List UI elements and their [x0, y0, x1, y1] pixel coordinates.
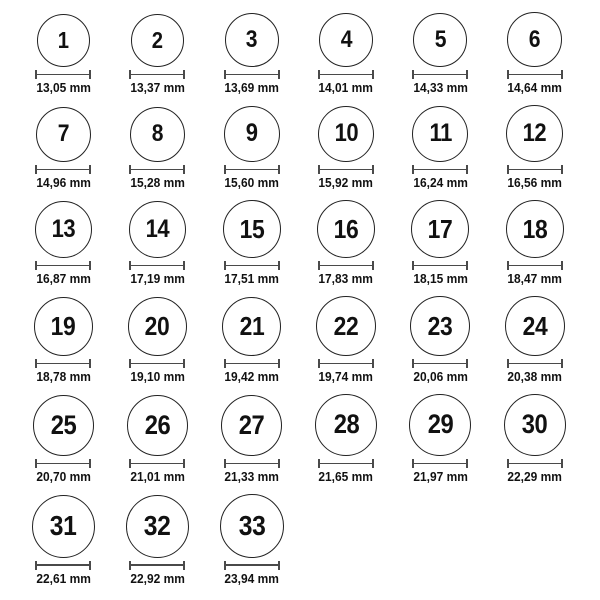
ring-circle	[410, 296, 470, 356]
ring-circle	[35, 201, 92, 258]
ring-size-number: 3	[246, 26, 258, 53]
diameter-dimension-line	[318, 261, 374, 270]
ring-size-item	[487, 105, 581, 191]
diameter-label: 21,01 mm	[130, 468, 185, 484]
ring-size-number: 13	[51, 214, 75, 243]
diameter-dimension-line	[318, 459, 374, 468]
ring-size-item	[16, 297, 110, 385]
ring-size-item	[487, 200, 581, 287]
ring-circle	[316, 296, 376, 356]
diameter-label: 13,69 mm	[224, 80, 280, 95]
ring-size-number: 31	[49, 510, 77, 542]
ring-circle	[317, 200, 375, 258]
ring-circle	[220, 494, 284, 558]
diameter-label: 15,28 mm	[130, 174, 185, 190]
ring-circle	[32, 495, 95, 558]
diameter-dimension-line	[412, 359, 468, 368]
diameter-dimension-line	[129, 70, 185, 79]
ring-size-item	[205, 106, 299, 191]
ring-size-number: 21	[239, 311, 265, 342]
diameter-label: 15,60 mm	[224, 174, 280, 190]
diameter-label: 19,42 mm	[224, 368, 280, 384]
ring-circle	[130, 107, 185, 162]
ring-size-number: 25	[50, 409, 76, 440]
ring-size-item	[393, 296, 487, 385]
diameter-dimension-line	[507, 261, 563, 270]
diameter-dimension-line	[224, 359, 280, 368]
ring-size-item	[299, 13, 393, 96]
ring-size-number: 12	[522, 118, 547, 147]
diameter-dimension-line	[35, 261, 91, 270]
ring-size-number: 4	[340, 26, 352, 53]
diameter-label: 20,70 mm	[35, 468, 91, 484]
diameter-label: 18,47 mm	[507, 270, 562, 286]
ring-size-item	[487, 394, 581, 485]
diameter-dimension-line	[129, 261, 185, 270]
ring-size-item	[110, 14, 204, 96]
diameter-dimension-line	[507, 459, 563, 468]
ring-size-item	[16, 201, 110, 287]
ring-circle	[504, 394, 566, 456]
ring-size-number: 24	[522, 310, 547, 341]
diameter-label: 17,83 mm	[318, 270, 374, 286]
ring-circle	[223, 200, 281, 258]
ring-size-item	[487, 296, 581, 385]
ring-size-number: 33	[238, 509, 266, 541]
diameter-dimension-line	[35, 359, 91, 368]
ring-circle	[506, 200, 564, 258]
ring-circle	[507, 12, 562, 67]
ring-size-item	[16, 107, 110, 191]
ring-size-item	[205, 13, 299, 96]
ring-circle	[412, 106, 468, 162]
diameter-dimension-line	[35, 165, 91, 174]
ring-size-item	[205, 297, 299, 385]
diameter-label: 18,78 mm	[35, 368, 91, 384]
ring-circle	[413, 13, 467, 67]
ring-size-number: 10	[334, 119, 358, 148]
diameter-dimension-line	[412, 70, 468, 79]
ring-size-item	[205, 200, 299, 287]
ring-size-item	[393, 394, 487, 485]
ring-size-item	[110, 297, 204, 385]
ring-size-number: 1	[57, 27, 69, 53]
ring-size-number: 15	[239, 213, 265, 244]
ring-size-number: 23	[428, 310, 453, 341]
ring-size-item	[299, 106, 393, 191]
ring-circle	[224, 106, 280, 162]
ring-circle	[409, 394, 471, 456]
ring-size-item	[110, 201, 204, 287]
diameter-label: 14,33 mm	[413, 80, 468, 95]
diameter-dimension-line	[224, 261, 280, 270]
ring-circle	[318, 106, 374, 162]
ring-size-item	[393, 13, 487, 96]
ring-size-number: 22	[333, 310, 359, 341]
diameter-dimension-line	[224, 165, 280, 174]
ring-size-number: 26	[144, 409, 171, 440]
ring-size-number: 6	[528, 25, 541, 53]
ring-size-item	[16, 14, 110, 96]
ring-circle	[129, 201, 186, 258]
ring-circle	[36, 107, 91, 162]
ring-size-item	[16, 395, 110, 485]
diameter-label: 16,56 mm	[507, 174, 562, 190]
diameter-label: 16,24 mm	[413, 174, 468, 190]
diameter-dimension-line	[129, 561, 185, 570]
ring-size-number: 9	[245, 119, 258, 148]
ring-circle	[37, 14, 90, 67]
diameter-label: 17,51 mm	[224, 270, 280, 286]
ring-size-number: 8	[151, 120, 164, 148]
ring-size-number: 20	[145, 311, 170, 342]
diameter-label: 21,33 mm	[224, 468, 280, 484]
ring-circle	[126, 495, 189, 558]
ring-size-item	[487, 12, 581, 96]
ring-size-number: 32	[144, 510, 171, 542]
ring-size-number: 19	[50, 311, 76, 342]
ring-size-number: 16	[333, 213, 359, 244]
diameter-label: 19,10 mm	[130, 368, 185, 384]
ring-size-number: 7	[57, 120, 69, 148]
diameter-dimension-line	[35, 459, 91, 468]
ring-circle	[34, 297, 93, 356]
diameter-label: 13,05 mm	[35, 80, 91, 95]
ring-circle	[319, 13, 373, 67]
diameter-label: 14,96 mm	[35, 174, 91, 190]
diameter-label: 23,94 mm	[224, 570, 280, 586]
ring-circle	[411, 200, 469, 258]
diameter-dimension-line	[224, 459, 280, 468]
diameter-dimension-line	[412, 261, 468, 270]
diameter-dimension-line	[507, 70, 563, 79]
ring-size-number: 28	[333, 409, 359, 440]
ring-size-item	[205, 494, 299, 587]
diameter-dimension-line	[35, 561, 91, 570]
diameter-dimension-line	[412, 459, 468, 468]
ring-size-number: 2	[152, 27, 163, 53]
ring-circle	[221, 395, 282, 456]
ring-circle	[131, 14, 184, 67]
ring-size-item	[110, 395, 204, 485]
ring-size-number: 27	[238, 409, 265, 440]
ring-size-number: 11	[429, 119, 452, 148]
diameter-dimension-line	[35, 70, 91, 79]
ring-size-item	[393, 106, 487, 191]
ring-size-item	[299, 394, 393, 485]
ring-size-item	[16, 495, 110, 587]
ring-size-number: 18	[522, 213, 547, 244]
ring-size-item	[205, 395, 299, 485]
ring-circle	[222, 297, 281, 356]
ring-circle	[128, 297, 187, 356]
diameter-dimension-line	[507, 359, 563, 368]
diameter-label: 15,92 mm	[318, 174, 374, 190]
diameter-dimension-line	[224, 561, 280, 570]
ring-size-item	[393, 200, 487, 287]
ring-circle	[33, 395, 94, 456]
diameter-label: 22,29 mm	[507, 468, 562, 484]
ring-size-item	[299, 200, 393, 287]
diameter-label: 20,38 mm	[507, 368, 562, 384]
diameter-dimension-line	[318, 165, 374, 174]
ring-circle	[127, 395, 188, 456]
diameter-label: 14,64 mm	[507, 80, 562, 95]
ring-size-item	[299, 296, 393, 385]
ring-circle	[506, 105, 563, 162]
ring-size-number: 29	[427, 409, 454, 440]
diameter-dimension-line	[318, 70, 374, 79]
diameter-label: 17,19 mm	[130, 270, 185, 286]
ring-circle	[315, 394, 377, 456]
diameter-label: 21,97 mm	[413, 468, 468, 484]
diameter-label: 21,65 mm	[318, 468, 374, 484]
ring-size-number: 17	[428, 213, 453, 244]
diameter-dimension-line	[412, 165, 468, 174]
diameter-label: 16,87 mm	[35, 270, 91, 286]
diameter-label: 22,92 mm	[130, 570, 185, 586]
diameter-dimension-line	[318, 359, 374, 368]
diameter-dimension-line	[129, 459, 185, 468]
diameter-dimension-line	[224, 70, 280, 79]
ring-size-item	[110, 107, 204, 191]
ring-circle	[505, 296, 565, 356]
diameter-dimension-line	[129, 165, 185, 174]
diameter-label: 22,61 mm	[35, 570, 91, 586]
diameter-label: 18,15 mm	[413, 270, 468, 286]
diameter-label: 14,01 mm	[318, 80, 374, 95]
ring-size-number: 14	[145, 214, 170, 243]
diameter-dimension-line	[507, 165, 563, 174]
ring-size-number: 30	[521, 409, 548, 440]
diameter-dimension-line	[129, 359, 185, 368]
diameter-label: 13,37 mm	[130, 80, 185, 95]
diameter-label: 20,06 mm	[413, 368, 468, 384]
ring-size-item	[110, 495, 204, 587]
diameter-label: 19,74 mm	[318, 368, 374, 384]
ring-size-number: 5	[434, 26, 446, 53]
ring-circle	[225, 13, 279, 67]
